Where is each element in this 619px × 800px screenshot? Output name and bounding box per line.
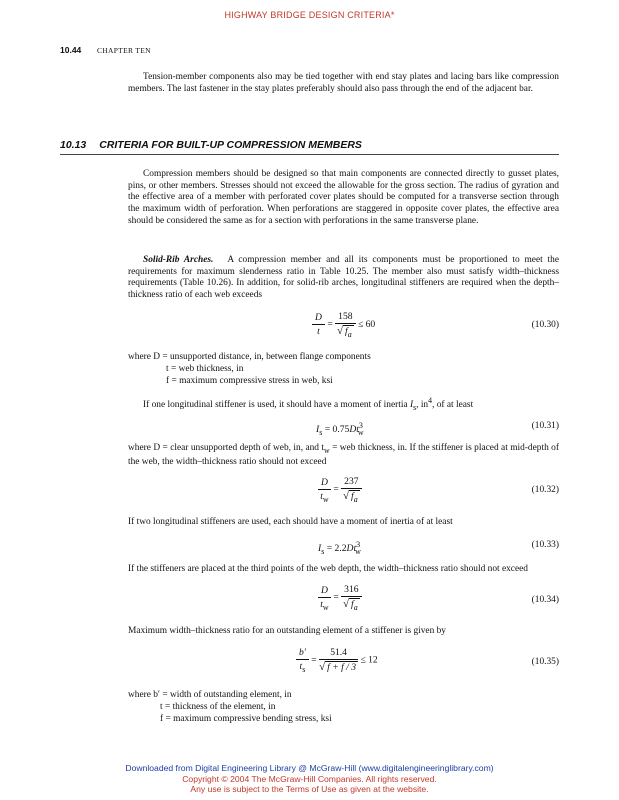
one-stiffener-tail: , of at least	[432, 400, 474, 411]
section-number: 10.13	[60, 139, 87, 151]
where1-line1: where D = unsupported distance, in, between flange components	[128, 352, 371, 362]
equation-10-32: $\frac{D}{t_w}$ = $\frac{237}{√ f_a}$	[318, 476, 362, 504]
mid-depth-tail: = web thickness, in. If the stiffener is placed at mid-depth of the web, the width–thickness ratio should not exceed	[128, 443, 559, 467]
equation-number-10-32: (10.32)	[531, 485, 559, 495]
where2-line3: f = maximum compressive bending stress, ksi	[160, 714, 332, 724]
equation-10-35: $\frac{b'}{t_s}$ = $\frac{51.4}{√ f + f / 3}$ ≤ 12	[296, 647, 378, 674]
paragraph-compression-members: Compression members should be designed so that main components are connected directly to gusset plates, pins, or other members. Stresses should not exceed the allowable for the gross section. The radius of gyration and the effective area of a member with perforated cover plates should be computed for a transverse section through the maximum width of perforation. When perforations are staggered in opposite cover plates, the effective area should be considered the same as for a section with perforations in the same transverse plane.	[128, 169, 559, 226]
solid-rib-text: A compression member and all its components must be proportioned to meet the requirements for maximum slenderness ratio in Table 10.25. The member also must satisfy width–thickness requirements (Table 10.26). In addition, for solid-rib arches, longitudinal stiffeners are required when the depth–thickness ratio of each web exceeds	[128, 255, 560, 301]
one-stiffener-unit: in	[420, 400, 429, 411]
equation-10-33: $I_s = 2.2Dt^3_w$	[318, 540, 361, 557]
equation-10-30: $\frac{D}{t}$ = $\frac{158}{√ f_a}$ ≤ 60	[312, 311, 375, 339]
where-block-2	[128, 689, 332, 725]
eq30-lhs-den: t	[317, 326, 320, 338]
equation-number-10-31: (10.31)	[531, 421, 559, 431]
paragraph-two-stiffeners: If two longitudinal stiffeners are used, each should have a moment of inertia of at least	[128, 517, 453, 527]
footer	[0, 763, 619, 795]
solid-rib-label: Solid-Rib Arches.	[143, 255, 214, 265]
mid-depth-text: where D = clear unsupported depth of web, in, and t	[128, 443, 325, 453]
where1-line2: t = web thickness, in	[166, 364, 244, 374]
eq30-lhs-num: D	[312, 312, 325, 325]
footer-download-link[interactable]: Downloaded from Digital Engineering Library @ McGraw-Hill (www.digitalengineeringlibrary.com)	[125, 763, 494, 773]
footer-copyright: Copyright © 2004 The McGraw-Hill Companies. All rights reserved.	[182, 773, 437, 784]
paragraph-mid-depth: where D = clear unsupported depth of web, in, and $t_w$ = web thickness, in. If the stiffener is placed at mid-depth of the web, the width–thickness ratio should not exceed	[128, 443, 559, 467]
where2-line2: t = thickness of the element, in	[160, 702, 276, 712]
where1-line3: f = maximum compressive stress in web, ksi	[166, 376, 333, 386]
paragraph-third-points: If the stiffeners are placed at the third points of the web depth, the width–thickness ratio should not exceed	[128, 564, 528, 574]
section-title: CRITERIA FOR BUILT-UP COMPRESSION MEMBERS	[99, 139, 362, 151]
paragraph-solid-rib-arches	[128, 255, 559, 302]
equation-number-10-34: (10.34)	[531, 595, 559, 605]
eq30-rhs-den: f	[345, 326, 348, 337]
equation-number-10-30: (10.30)	[531, 320, 559, 330]
footer-terms: Any use is subject to the Terms of Use as given at the website.	[190, 784, 429, 794]
equation-number-10-33: (10.33)	[531, 540, 559, 550]
equation-number-10-35: (10.35)	[531, 657, 559, 667]
equation-10-31: $I_s = 0.75Dt^3_w$	[316, 421, 364, 438]
document-banner: HIGHWAY BRIDGE DESIGN CRITERIA*	[224, 10, 395, 20]
eq30-rhs-num: 158	[335, 311, 355, 324]
one-stiffener-text: If one longitudinal stiffener is used, it should have a moment of inertia	[143, 400, 408, 411]
equation-10-34: $\frac{D}{t_w}$ = $\frac{316}{√ f_a}$	[318, 584, 362, 612]
paragraph-outstanding-element: Maximum width–thickness ratio for an outstanding element of a stiffener is given by	[128, 626, 446, 636]
chapter-label: CHAPTER TEN	[97, 46, 151, 55]
section-heading	[60, 139, 559, 155]
where-block-1	[128, 351, 371, 387]
eq30-tail: ≤ 60	[357, 319, 376, 331]
page-number: 10.44	[60, 45, 82, 55]
paragraph-one-stiffener: If one longitudinal stiffener is used, it should have a moment of inertia $I_s$, $in^4$, of at least	[143, 396, 474, 412]
where2-line1: where b′ = width of outstanding element, in	[128, 690, 292, 700]
paragraph-tension-members: Tension-member components also may be tied together with end stay plates and lacing bars like compression members. The last fastener in the stay plates preferably should also pass through the end of the adjacent bar.	[128, 72, 559, 94]
